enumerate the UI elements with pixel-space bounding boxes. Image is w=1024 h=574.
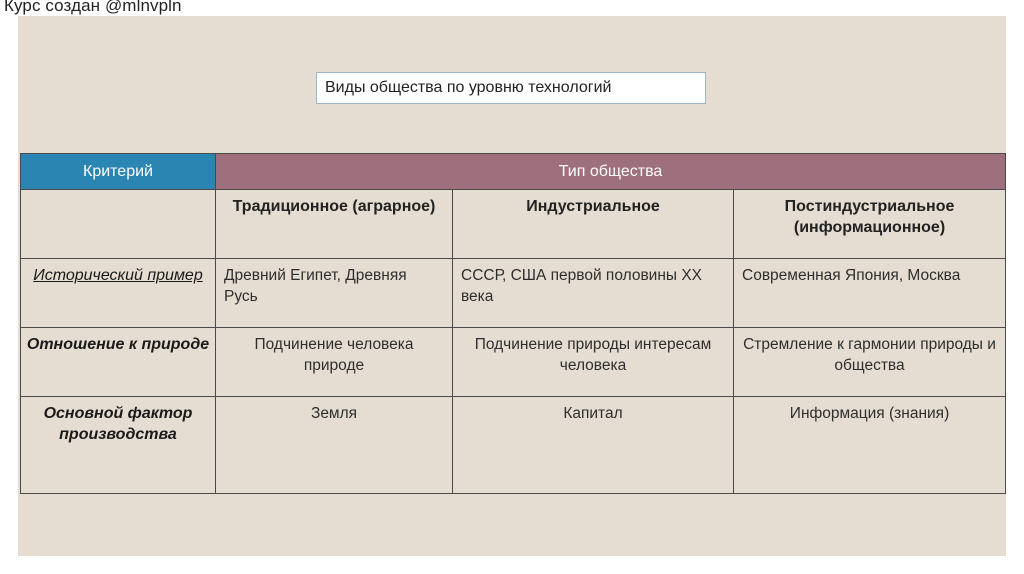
table-row [21,397,1006,494]
header-criterion: Критерий [21,154,216,190]
table-cell: Информация (знания) [734,397,1006,494]
slide [18,16,1006,556]
column-industrial: Индустриальное [453,190,734,259]
course-watermark: Курс создан @mlnvpln [4,0,182,15]
slide-title: Виды общества по уровню технологий [316,72,706,104]
table-cell: Капитал [453,397,734,494]
column-traditional: Традиционное (аграрное) [216,190,453,259]
table-row [21,328,1006,397]
header-society-type: Тип общества [216,154,1006,190]
row-label-text: Основной фактор производства [43,405,193,443]
table-cell: Подчинение природы интересам человека [453,328,734,397]
table-cell: СССР, США первой половины XX века [453,259,734,328]
table-cell: Подчинение человека природе [216,328,453,397]
row-label-text: Отношение к природе [26,336,210,353]
column-postindustrial: Постиндустриальное (информационное) [734,190,1006,259]
society-types-table [20,153,1006,494]
table-cell: Древний Египет, Древняя Русь [216,259,453,328]
table-row [21,259,1006,328]
table-header-row [21,154,1006,190]
table-cell: Стремление к гармонии природы и общества [734,328,1006,397]
table-cell: Земля [216,397,453,494]
table-subheader-row [21,190,1006,259]
row-label-historical-example [21,259,216,328]
row-label-relation-to-nature [21,328,216,397]
row-label-production-factor [21,397,216,494]
row-label-text: Исторический пример [33,267,203,284]
empty-corner-cell [21,190,216,259]
table-cell: Современная Япония, Москва [734,259,1006,328]
